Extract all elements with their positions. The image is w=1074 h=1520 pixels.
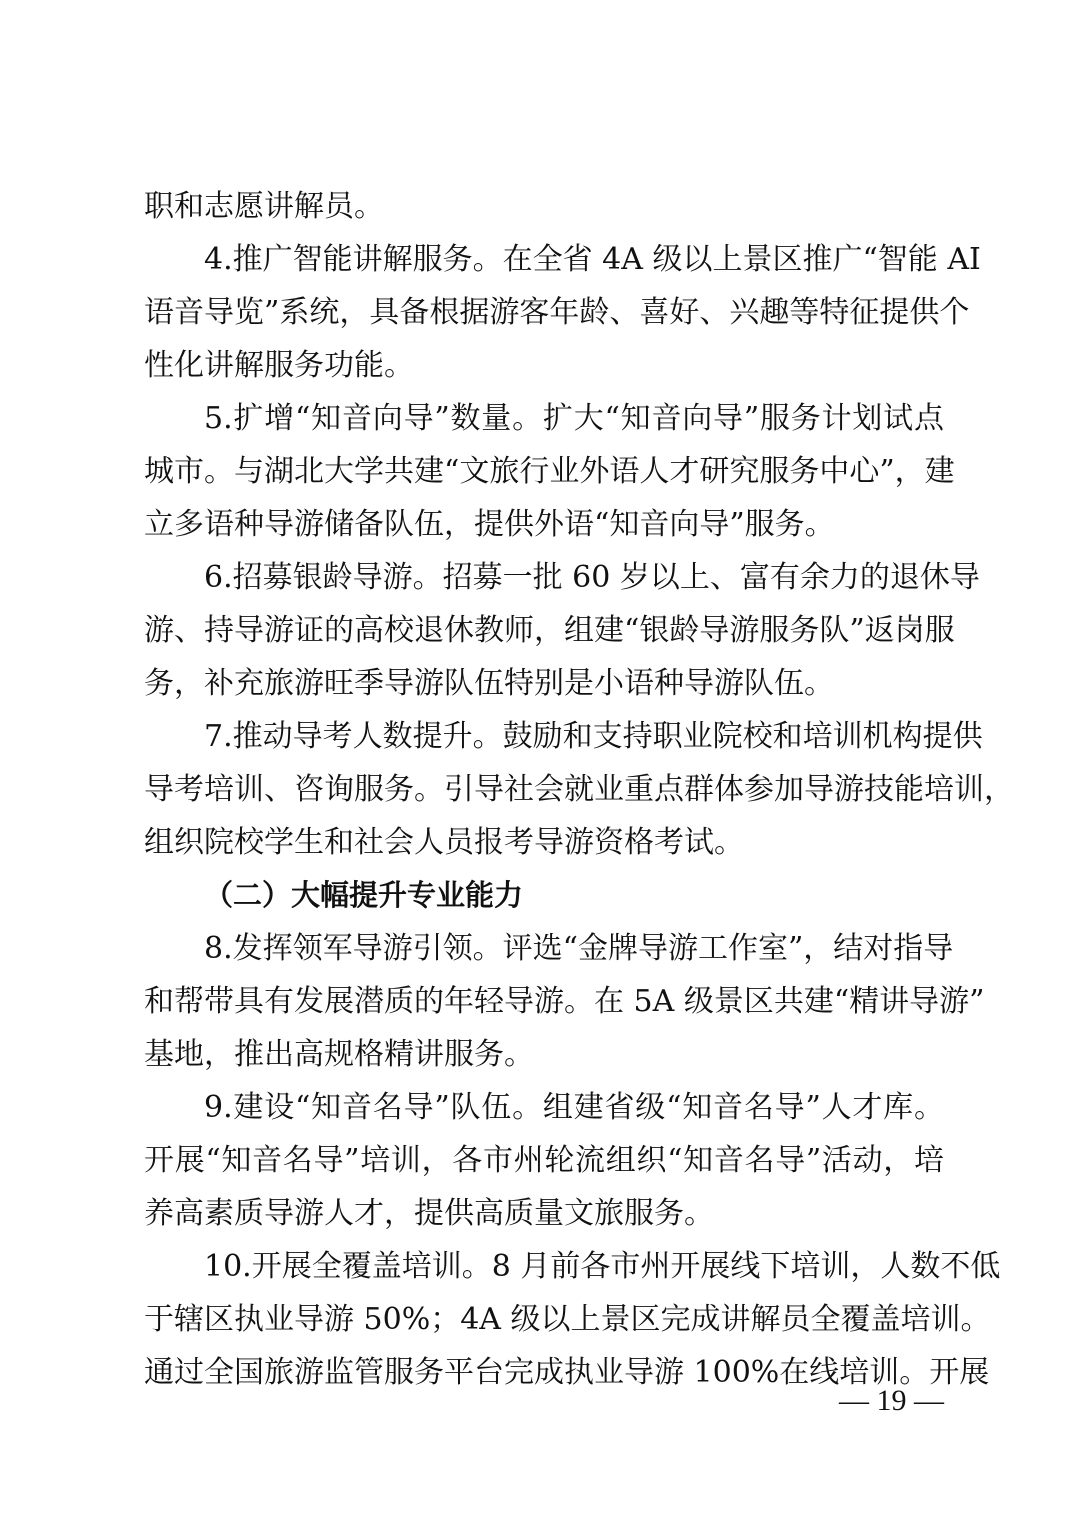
line-text: 立多语种导游储备队伍，提供外语“知音向导”服务。	[144, 507, 835, 542]
line-text: 通过全国旅游监管服务平台完成执业导游 100%在线培训。开展	[144, 1355, 990, 1390]
line-text: 和帮带具有发展潜质的年轻导游。在 5A 级景区共建“精讲导游”	[144, 984, 985, 1019]
line-text: 养高素质导游人才，提供高质量文旅服务。	[144, 1196, 714, 1231]
text-line	[144, 710, 983, 763]
line-text: 组织院校学生和社会人员报考导游资格考试。	[144, 825, 744, 860]
text-line	[144, 604, 955, 657]
line-text: 游、持导游证的高校退休教师，组建“银龄导游服务队”返岗服	[144, 613, 955, 648]
line-text: 6.招募银龄导游。招募一批 60 岁以上、富有余力的退休导	[204, 560, 980, 595]
line-text: 8.发挥领军导游引领。评选“金牌导游工作室”，结对指导	[204, 931, 954, 966]
line-text: 性化讲解服务功能。	[144, 348, 414, 383]
text-line	[144, 975, 985, 1028]
line-text: 务，补充旅游旺季导游队伍特别是小语种导游队伍。	[144, 666, 834, 701]
line-text: 语音导览”系统，具备根据游客年龄、喜好、兴趣等特征提供个	[144, 295, 970, 330]
text-line	[144, 286, 970, 339]
text-line	[144, 1028, 944, 1081]
text-line	[144, 1346, 990, 1399]
text-line	[144, 1293, 991, 1346]
text-line	[144, 763, 1014, 816]
line-text: 4.推广智能讲解服务。在全省 4A 级以上景区推广“智能 AI	[204, 242, 981, 277]
text-line	[144, 233, 981, 286]
text-line	[144, 498, 944, 551]
text-line	[144, 392, 944, 445]
text-line	[144, 922, 954, 975]
body-text	[144, 180, 1014, 1399]
text-line	[144, 1134, 944, 1187]
line-text: 5.扩增“知音向导”数量。扩大“知音向导”服务计划试点	[204, 401, 944, 436]
text-line	[144, 445, 955, 498]
line-text: 于辖区执业导游 50%；4A 级以上景区完成讲解员全覆盖培训。	[144, 1302, 991, 1337]
text-line	[144, 1187, 944, 1240]
line-text: 基地，推出高规格精讲服务。	[144, 1037, 534, 1072]
section-heading	[144, 869, 944, 922]
line-text: 9.建设“知音名导”队伍。组建省级“知音名导”人才库。	[204, 1090, 944, 1125]
line-text: 7.推动导考人数提升。鼓励和支持职业院校和培训机构提供	[204, 719, 983, 754]
text-line	[144, 1081, 944, 1134]
page-number: — 19 —	[839, 1384, 944, 1417]
section-heading-text: （二）大幅提升专业能力	[204, 878, 524, 912]
text-line	[144, 339, 944, 392]
line-text: 职和志愿讲解员。	[144, 189, 384, 224]
text-line	[144, 551, 980, 604]
line-text: 导考培训、咨询服务。引导社会就业重点群体参加导游技能培训，	[144, 772, 1014, 807]
line-text: 城市。与湖北大学共建“文旅行业外语人才研究服务中心”，建	[144, 454, 955, 489]
line-text: 10.开展全覆盖培训。8 月前各市州开展线下培训，人数不低	[204, 1249, 1001, 1284]
line-text: 开展“知音名导”培训，各市州轮流组织“知音名导”活动，培	[144, 1143, 944, 1178]
text-line	[144, 180, 944, 233]
text-line	[144, 816, 944, 869]
text-line	[144, 657, 944, 710]
text-line	[144, 1240, 1001, 1293]
